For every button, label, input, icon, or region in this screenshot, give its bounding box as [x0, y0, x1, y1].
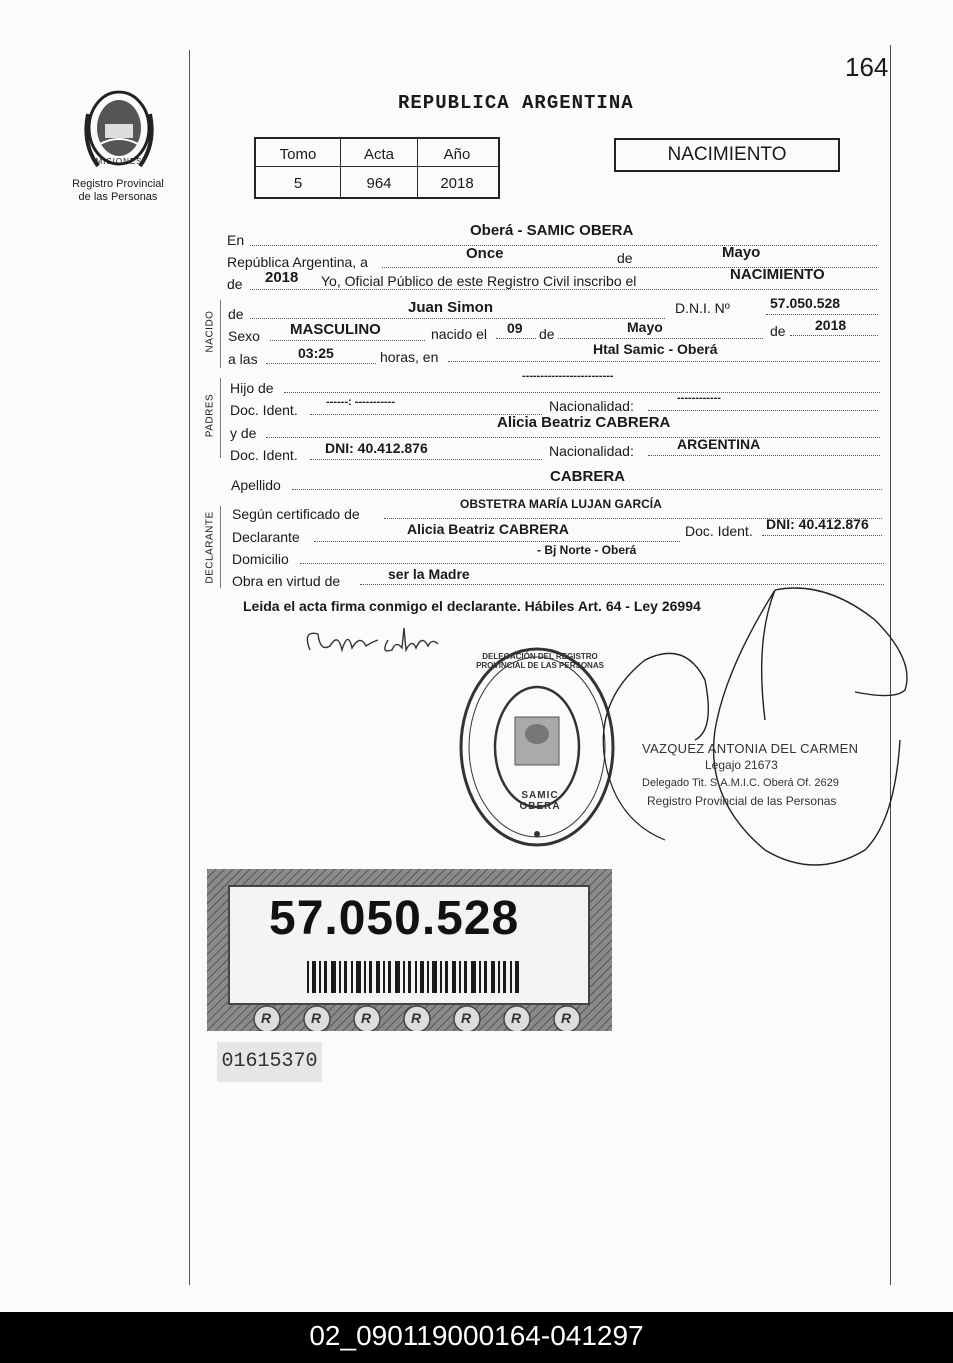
org-line1: Registro Provincial [72, 178, 164, 190]
page-number: 164 [845, 52, 889, 82]
decl-doc-value: DNI: 40.412.876 [766, 516, 869, 532]
month-value: Mayo [722, 244, 761, 261]
cert-label: Según certificado de [232, 506, 360, 522]
obra-label: Obra en virtud de [232, 573, 341, 589]
birth-day-value: 09 [507, 320, 523, 336]
seal-top-text: PROVINCIA DE [94, 86, 144, 93]
declarant-signature [300, 620, 450, 670]
father-name-value: ------------------------- [522, 370, 614, 382]
dni-value: 57.050.528 [770, 295, 841, 311]
inscribo-value: NACIMIENTO [730, 266, 825, 283]
table-header-acta: Acta [363, 146, 394, 163]
domicilio-label: Domicilio [232, 551, 289, 567]
official-registro: Registro Provincial de las Personas [647, 794, 837, 808]
provincial-seal-icon [80, 84, 158, 181]
apellido-value: CABRERA [550, 468, 625, 485]
official-delegado: Delegado Tit. S.A.M.I.C. Oberá Of. 2629 [642, 777, 839, 789]
en-value: Oberá - SAMIC OBERA [470, 222, 634, 239]
pattern-letter-5: R [461, 1010, 472, 1026]
serial-sticker: 01615370 [217, 1042, 322, 1082]
cert-value: OBSTETRA MARÍA LUJAN GARCÍA [460, 497, 662, 511]
dni-label: D.N.I. Nº [675, 300, 730, 316]
sexo-value: MASCULINO [290, 321, 381, 338]
nacido-section-label: NACIDO [204, 310, 216, 353]
domicilio-value: - Bj Norte - Oberá [537, 543, 637, 557]
declarante-section-label: DECLARANTE [204, 511, 216, 584]
father-nationality-value: ------------ [677, 392, 721, 404]
pattern-letter-4: R [411, 1010, 422, 1026]
stamp-ring-text: DELEGACIÓN DEL REGISTRO PROVINCIAL DE LAS PERSONAS [476, 652, 604, 670]
declarante-label: Declarante [232, 529, 300, 545]
pattern-letter-2: R [311, 1010, 322, 1026]
barcode-number: 57.050.528 [269, 892, 520, 945]
horas-label: horas, en [380, 349, 439, 365]
table-header-anio: Año [443, 146, 471, 163]
decl-doc-label: Doc. Ident. [685, 523, 753, 539]
footer-code: 02_090119000164-041297 [309, 1320, 644, 1351]
table-value-acta: 964 [366, 175, 392, 192]
nacido-de-label3: de [770, 323, 786, 339]
left-margin-line [189, 50, 190, 1285]
day-value: Once [466, 245, 504, 262]
doc1-label: Doc. Ident. [230, 402, 298, 418]
birth-year-value: 2018 [815, 317, 847, 333]
stamp-bottom-text: SAMIC OBERA [519, 790, 561, 812]
table-value-tomo: 5 [293, 175, 303, 192]
nac1-label: Nacionalidad: [549, 398, 634, 414]
declarante-value: Alicia Beatriz CABRERA [407, 521, 569, 537]
table-header-tomo: Tomo [279, 146, 317, 163]
nacido-de-label2: de [539, 326, 555, 342]
mother-nationality-value: ARGENTINA [677, 436, 761, 452]
footer-bar [0, 1312, 953, 1363]
pattern-letter-3: R [361, 1010, 372, 1026]
oficial-text: Yo, Oficial Público de este Registro Civil inscribo el [321, 273, 637, 289]
pattern-letter-7: R [561, 1010, 572, 1026]
rep-label: República Argentina, a [227, 254, 368, 270]
official-name: VAZQUEZ ANTONIA DEL CARMEN [642, 741, 859, 756]
sexo-label: Sexo [228, 328, 260, 344]
pattern-letter-6: R [511, 1010, 522, 1026]
child-name-value: Juan Simon [408, 299, 494, 316]
birth-time-value: 03:25 [298, 345, 334, 361]
father-doc-value: ------: ----------- [326, 396, 395, 408]
padres-section-label: PADRES [204, 393, 216, 438]
obra-value: ser la Madre [388, 566, 470, 582]
apellido-label: Apellido [231, 477, 281, 493]
official-legajo: Legajo 21673 [705, 758, 778, 772]
doc2-label: Doc. Ident. [230, 447, 298, 463]
alas-label: a las [228, 351, 258, 367]
mother-name-value: Alicia Beatriz CABRERA [497, 414, 671, 431]
official-signature [575, 580, 915, 885]
mother-doc-value: DNI: 40.412.876 [325, 440, 428, 456]
nacido-de-label: de [228, 306, 244, 322]
org-line2: de las Personas [78, 191, 158, 203]
seal-bottom-text: MISIONES [95, 157, 143, 166]
barcode-label [207, 869, 612, 1031]
en-label: En [227, 232, 245, 248]
page-title: REPUBLICA ARGENTINA [398, 92, 634, 114]
de-label-1: de [617, 250, 633, 266]
nacido-el-label: nacido el [431, 326, 488, 342]
nac2-label: Nacionalidad: [549, 443, 634, 459]
pattern-letter-1: R [261, 1010, 272, 1026]
yde-label: y de [230, 425, 257, 441]
record-type-box: NACIMIENTO [614, 138, 840, 172]
birth-place-value: Htal Samic - Oberá [593, 341, 718, 357]
de-label-2: de [227, 276, 243, 292]
hijo-label: Hijo de [230, 380, 274, 396]
closing-text: Leida el acta firma conmigo el declarante. Hábiles Art. 64 - Ley 26994 [243, 598, 701, 614]
year-value: 2018 [265, 269, 299, 286]
table-value-anio: 2018 [440, 175, 474, 192]
birth-month-value: Mayo [627, 319, 663, 335]
